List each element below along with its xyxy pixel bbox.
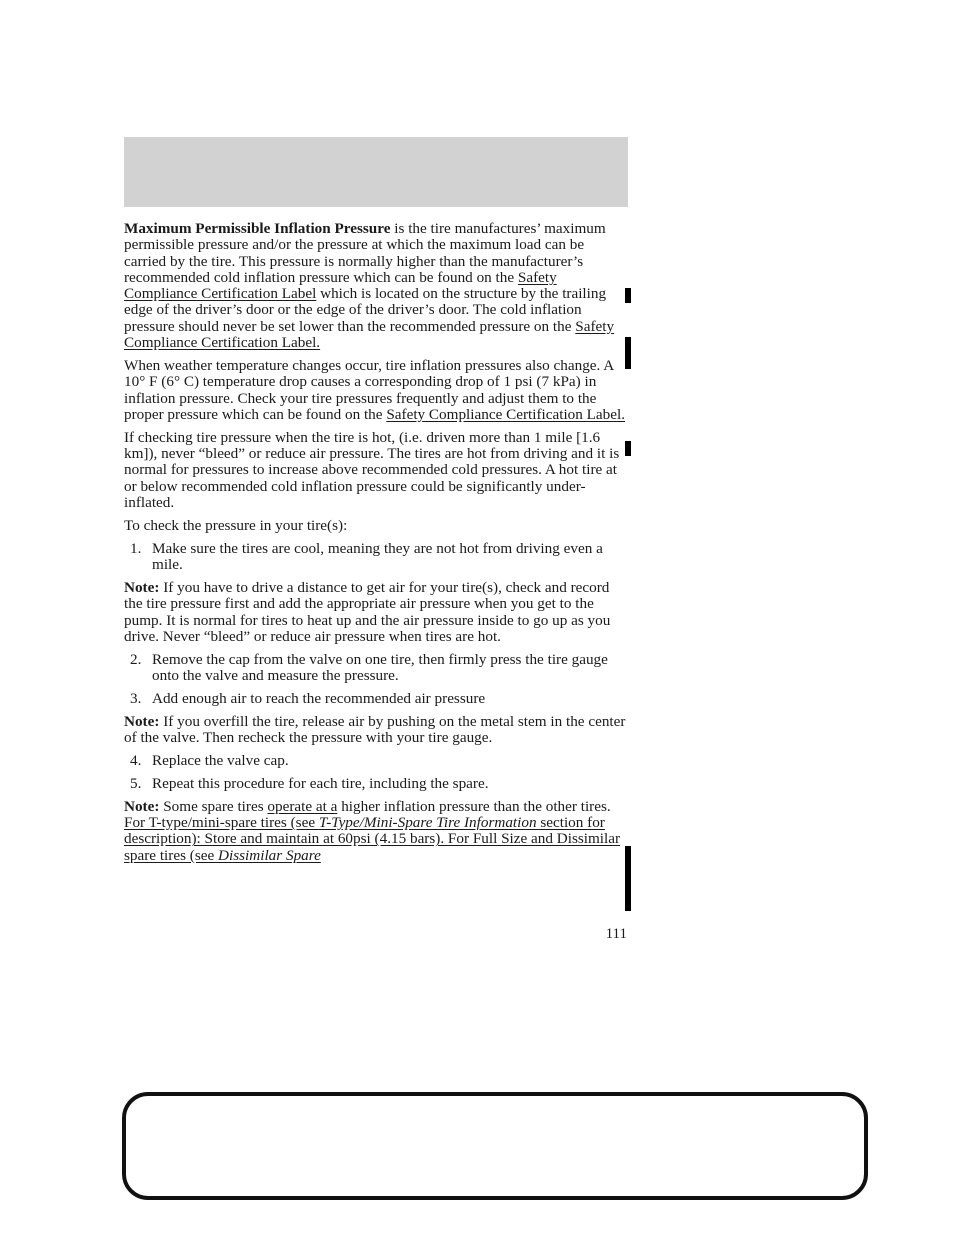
revision-bar bbox=[625, 441, 631, 456]
label-reference: Safety Compliance Certification Label bbox=[124, 268, 557, 303]
list-item: 2. Remove the cap from the valve on one tire, then firmly press the tire gauge onto the valve and measure the pressure. bbox=[130, 650, 608, 684]
check-pressure-intro: To check the pressure in your tire(s): bbox=[124, 516, 348, 534]
note-paragraph: Note: If you have to drive a distance to get air for your tire(s), check and record the tire pressure first and add the appropriate air pressure when you get to the pump. It is normal for tires to heat up and the air pressure inside to go up as you drive. Never “bleed” or reduce air pressure when tires are hot. bbox=[124, 578, 611, 645]
revision-bar bbox=[625, 337, 631, 369]
note-paragraph: Note: If you overfill the tire, release air by pushing on the metal stem in the center of the valve. Then recheck the pressure with your tire gauge. bbox=[124, 712, 626, 747]
list-item: 3. Add enough air to reach the recommended air pressure bbox=[130, 689, 486, 707]
term-heading: Maximum Permissible Inflation Pressure bbox=[124, 220, 391, 237]
temperature-paragraph: When weather temperature changes occur, tire inflation pressures also change. A 10° F (6° C) temperature drop causes a corresponding drop of 1 psi (7 kPa) in inflation pressure. Check your tire pressures frequently and adjust them to the proper pressure which can be found on the Safety Compliance Certification Label. bbox=[124, 356, 626, 423]
footer-frame bbox=[122, 1092, 868, 1200]
hot-tire-paragraph: If checking tire pressure when the tire is hot, (i.e. driven more than 1 mile [1.6 km]), never “bleed” or reduce air pressure. The tires are hot from driving and it is normal for pressures to increase above recommended cold pressures. A hot tire at or below recommended cold inflation pressure could be significantly under-inflated. bbox=[124, 428, 620, 511]
list-item: 1. Make sure the tires are cool, meaning they are not hot from driving even a mile. bbox=[130, 539, 603, 574]
section-header-bar bbox=[124, 137, 628, 207]
label-reference: Safety Compliance Certification Label. bbox=[124, 317, 615, 352]
list-item: 4. Replace the valve cap. bbox=[130, 751, 289, 769]
list-item: 5. Repeat this procedure for each tire, including the spare. bbox=[130, 774, 489, 792]
page-content bbox=[124, 221, 630, 871]
revision-bar bbox=[625, 846, 631, 911]
page-number: 111 bbox=[605, 926, 627, 942]
revision-bar bbox=[625, 288, 631, 303]
label-reference: Safety Compliance Certification Label. bbox=[386, 405, 626, 423]
max-inflation-paragraph: Maximum Permissible Inflation Pressure is the tire manufactures’ maximum permissible pressure and/or the pressure at which the maximum load can be carried by the tire. This pressure is normally higher than the manufacturer’s recommended cold inflation pressure which can be found on the Safety Compliance Certification Label which is located on the structure by the trailing edge of the driver’s door or the edge of the driver’s door. The cold inflation pressure should never be set lower than the recommended pressure on the Safety Compliance Certification Label. bbox=[124, 220, 615, 352]
note-paragraph: Note: Some spare tires operate at a higher inflation pressure than the other tires. For T-type/mini-spare tires (see T-Type/Mini-Spare Tire Information section for description): Store and maintain at 60psi (4.15 bars). For Full Size and Dissimilar spare tires (see Dissimilar Spare bbox=[124, 797, 621, 864]
